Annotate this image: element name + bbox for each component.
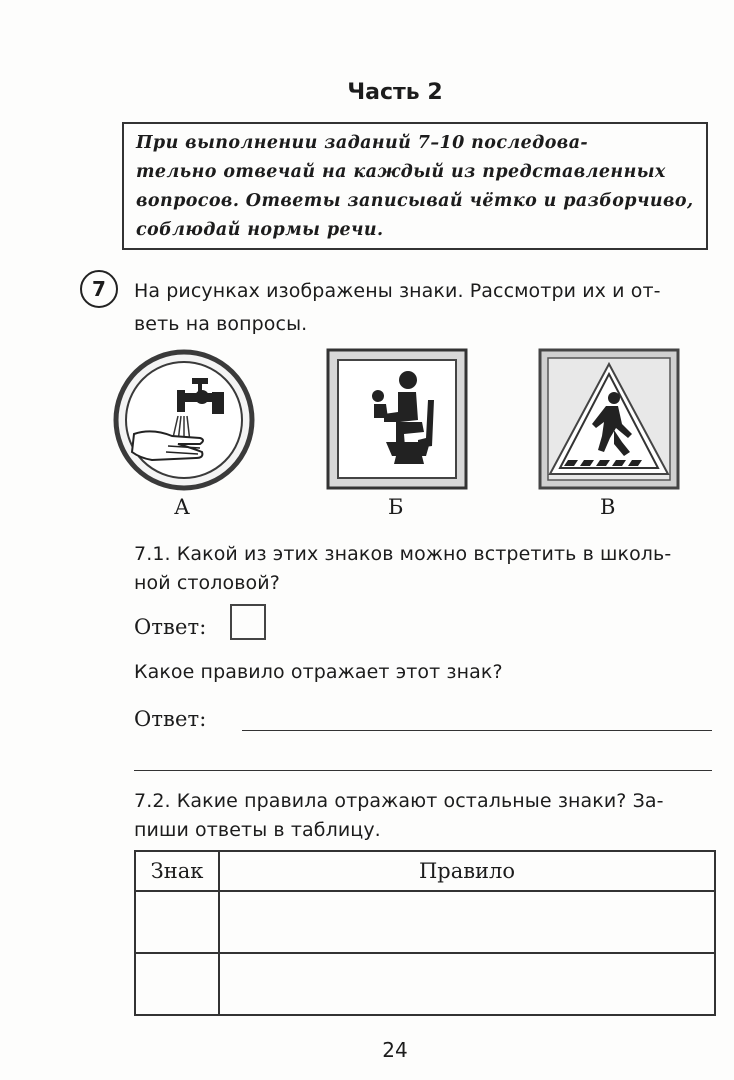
question-7-2-line-2: пиши ответы в таблицу.: [134, 819, 381, 841]
page-title: Часть 2: [347, 80, 443, 105]
task-intro-line-2: веть на вопросы.: [134, 313, 308, 335]
table-cell-sign[interactable]: [135, 953, 219, 1015]
rules-table: [134, 850, 716, 1016]
answer-label-7-1-rule: Ответ:: [134, 707, 207, 731]
followup-question: Какое правило отражает этот знак?: [134, 661, 503, 683]
task-number-badge: 7: [80, 270, 118, 308]
table-cell-sign[interactable]: [135, 891, 219, 953]
answer-label-7-1: Ответ:: [134, 615, 207, 639]
answer-line-2[interactable]: [134, 770, 712, 771]
table-cell-rule[interactable]: [219, 891, 715, 953]
instruction-box: [122, 122, 708, 250]
seat-for-passengers-with-children-icon: [326, 348, 468, 490]
sign-label-a: А: [174, 495, 190, 519]
table-header-rule: Правило: [219, 851, 715, 891]
question-7-1-line-1: 7.1. Какой из этих знаков можно встретить в школь-: [134, 543, 672, 565]
instruction-line: При выполнении заданий 7–10 последова-: [136, 133, 589, 153]
question-7-2-line-1: 7.2. Какие правила отражают остальные знаки? За-: [134, 790, 664, 812]
question-7-1-line-2: ной столовой?: [134, 572, 280, 594]
table-row: [135, 891, 715, 953]
table-cell-rule[interactable]: [219, 953, 715, 1015]
instruction-line: соблюдай нормы речи.: [136, 220, 384, 240]
instruction-line: вопросов. Ответы записывай чётко и разборчиво,: [136, 191, 694, 211]
task-intro-line-1: На рисунках изображены знаки. Рассмотри их и от-: [134, 280, 661, 302]
wash-hands-icon: [112, 348, 256, 492]
table-row: [135, 953, 715, 1015]
page-number: 24: [382, 1038, 408, 1062]
answer-box-7-1[interactable]: [230, 604, 266, 640]
pedestrian-crossing-icon: [538, 348, 680, 490]
sign-label-b: Б: [388, 495, 404, 519]
instruction-line: тельно отвечай на каждый из представленных: [136, 162, 666, 182]
answer-line-1[interactable]: [242, 730, 712, 731]
sign-label-c: В: [600, 495, 616, 519]
table-header-sign: Знак: [135, 851, 219, 891]
